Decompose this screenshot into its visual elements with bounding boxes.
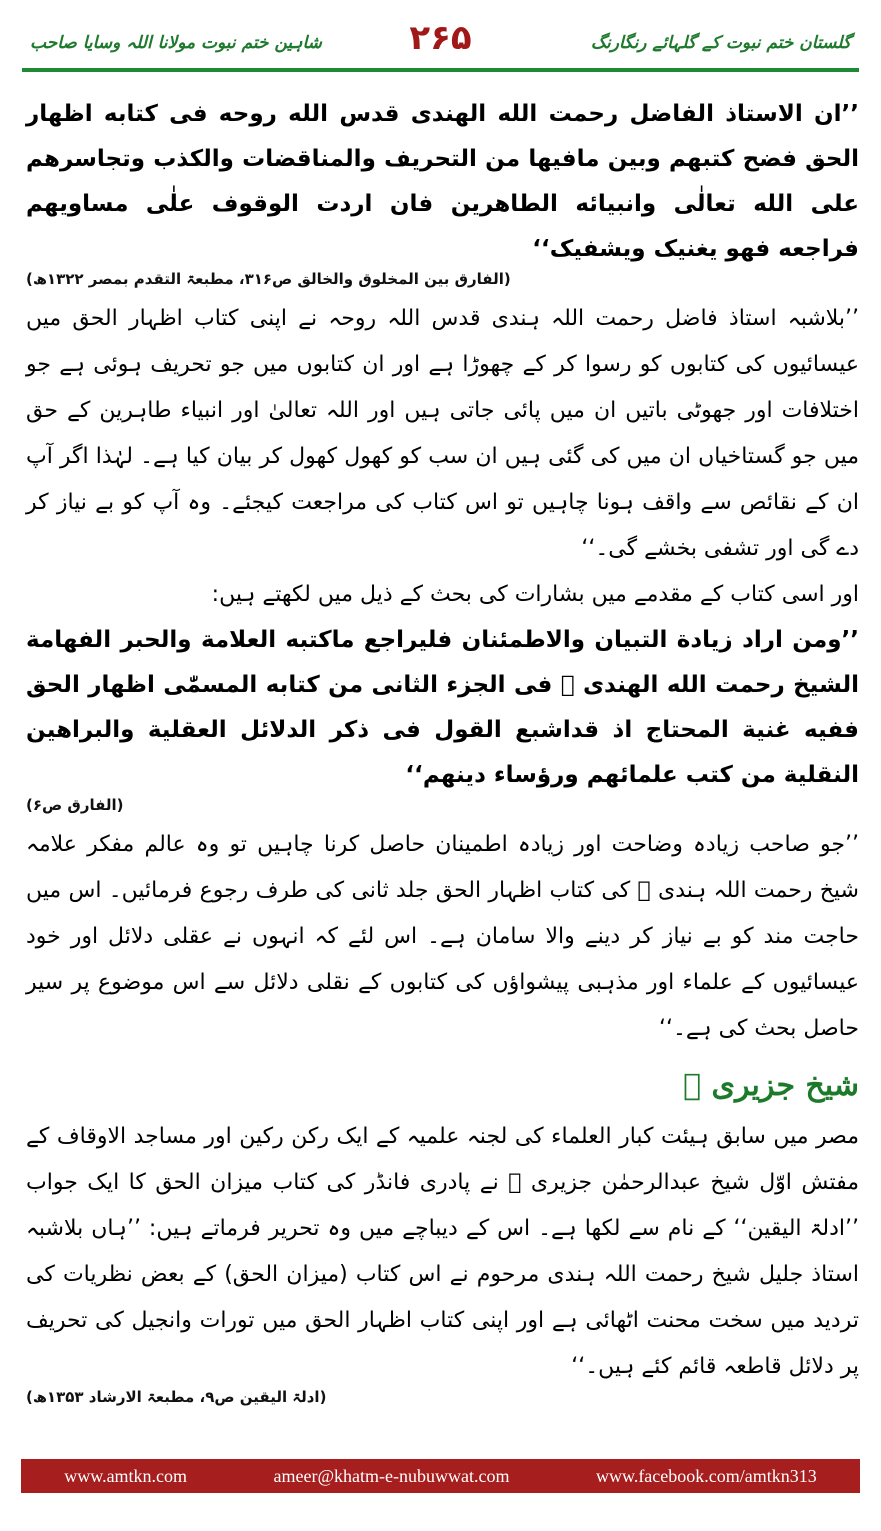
reference-1: (الفارق بین المخلوق والخالق ص۳۱۶، مطبعۃ التقدم بمصر ۱۳۲۲ھ)	[26, 270, 511, 288]
page-number: ۲۶۵	[409, 18, 472, 58]
page-header	[20, 18, 861, 58]
section-paragraph: مصر میں سابق ہیئت کبار العلماء کی لجنہ علمیہ کے ایک رکن رکین اور مساجد الاوقاف کے مفتش اوّل شیخ عبدالرحمٰن جزیری ﷫ نے پادری فانڈر کی کتاب میزان الحق کا ایک جواب ’’ادلۃ الیقین‘‘ کے نام سے لکھا ہے۔ اس کے دیباچے میں وہ تحریر فرماتے ہیں: ’’ہاں بلاشبہ استاذ جلیل شیخ رحمت اللہ ہندی مرحوم نے اس کتاب (میزان الحق) کے بعض نظریات کی تردید میں سخت محنت اٹھائی ہے اور اپنی کتاب اظہار الحق میں تورات وانجیل کی تحریف پر دلائل قاطعہ قائم کئے ہیں۔‘‘	[26, 1124, 859, 1379]
footer-website-link[interactable]: www.amtkn.com	[64, 1465, 188, 1486]
section-heading: شیخ جزیری ﷫	[683, 1068, 859, 1103]
reference-3: (ادلۃ الیقین ص۹، مطبعۃ الارشاد ۱۳۵۳ھ)	[26, 1388, 327, 1406]
page-footer	[21, 1459, 860, 1493]
urdu-translation-2: ’’جو صاحب زیادہ وضاحت اور زیادہ اطمینان حاصل کرنا چاہیں تو وہ عالم مفکر علامہ شیخ رحمت اللہ ہندی ﷫ کی کتاب اظہار الحق جلد ثانی کی طرف رجوع فرمائیں۔ اس میں حاجت مند کو بے نیاز کر دینے والا سامان ہے۔ اس لئے کہ انہوں نے عقلی دلائل اور خود عیسائیوں کے علماء اور مذہبی پیشواؤں کی کتابوں کے نقلی دلائل سے اس موضوع پر سیر حاصل بحث کی ہے۔‘‘	[26, 832, 859, 1041]
footer-email-link[interactable]: ameer@khatm-e-nubuwwat.com	[273, 1465, 510, 1486]
urdu-translation-1: ’’بلاشبہ استاذ فاضل رحمت اللہ ہندی قدس اللہ روحہ نے اپنی کتاب اظہار الحق میں عیسائیوں کی کتابوں کو رسوا کر کے چھوڑا ہے اور ان کتابوں میں جو تحریف ہوئی ہے جو اختلافات اور جھوٹی باتیں ان میں پائی جاتی ہیں اور اللہ تعالیٰ اور انبیاء طاہرین کے حق میں جو گستاخیاں ان میں کی گئی ہیں ان سب کو کھول کھول کر بیان کیا ہے۔ لہٰذا اگر آپ ان کے نقائص سے واقف ہونا چاہیں تو اس کتاب کی مراجعت کیجئے۔ وہ آپ کو بے نیاز کر دے گی اور تشفی بخشے گی۔‘‘	[26, 306, 860, 561]
intro-line: اور اسی کتاب کے مقدمے میں بشارات کی بحث کے ذیل میں لکھتے ہیں:	[211, 582, 859, 607]
page-body	[26, 92, 859, 1414]
arabic-quote-2: ’’ومن اراد زیادة التبیان والاطمئنان فلیراجع ماکتبه العلامة والحبر الفهامة الشیخ رحمت الله الهندی ﷫ فی الجزء الثانی من کتابه المسمّٰی اظهار الحق ففیه غنیة المحتاج اذ قداشبع القول فی ذکر الدلائل العقلیة والبراهین النقلیة من کتب علمائهم ورؤساء دینهم‘‘	[26, 627, 859, 788]
header-divider	[22, 68, 859, 72]
arabic-quote-1: ’’ان الاستاذ الفاضل رحمت الله الهندی قدس الله روحه فی کتابه اظهار الحق فضح کتبهم وبین مافیها من التحریف والمناقضات والکذب وتجاسرهم علی الله تعالٰی وانبیائه الطاهرین فان اردت الوقوف علٰی مساویهم فراجعه فهو یغنیک ویشفیک‘‘	[26, 101, 859, 262]
footer-facebook-link[interactable]: www.facebook.com/amtkn313	[595, 1465, 817, 1486]
header-book-title: گلستان ختم نبوت کے گلہائے رنگارنگ	[590, 33, 851, 53]
reference-2: (الفارق ص۶)	[26, 796, 124, 814]
header-author-title: شاہین ختم نبوت مولانا اللہ وسایا صاحب	[30, 33, 322, 53]
